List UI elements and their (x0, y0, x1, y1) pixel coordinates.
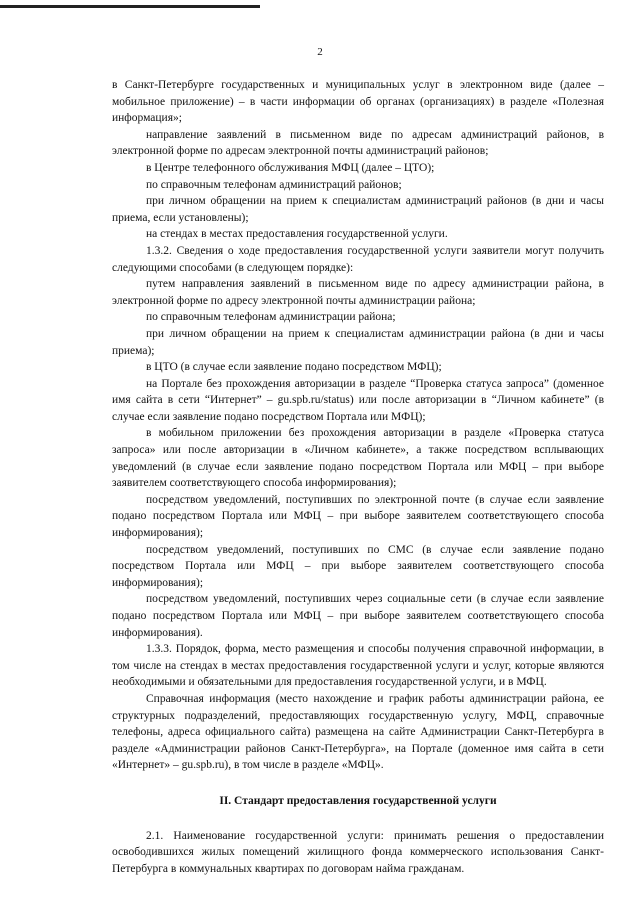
paragraph: на стендах в местах предоставления государственной услуги. (146, 228, 448, 241)
paragraph: в Санкт-Петербурге государственных и муниципальных услуг в электронном виде (далее – мобильное приложение) – в части информации об органах (организациях) в разделе «Полезная информация»; (112, 79, 604, 125)
page-number: 2 (317, 46, 323, 58)
paragraph: Справочная информация (место нахождение и график работы администрации района, ее структурных подразделений, предоставляющих государственную услугу, МФЦ, справочные телефоны, адреса официального сайта) размещена на сайте Администрации Санкт-Петербурга в разделе «Администрации районов Санкт-Петербурга», на Портале (доменное имя сайта в сети «Интернет» – gu.spb.ru), в том числе в разделе «МФЦ». (112, 692, 604, 772)
paragraph: посредством уведомлений, поступивших по электронной почте (в случае если заявление подано посредством Портала или МФЦ – при выборе заявителем соответствующего способа информирования); (112, 493, 604, 540)
paragraph: 2.1. Наименование государственной услуги: принимать решения о предоставлении освободившихся жилых помещений жилищного фонда коммерческого использования Санкт-Петербурга в коммунальных квартирах по договорам найма гражданам. (112, 829, 604, 875)
paragraphs-bottom (112, 828, 604, 878)
paragraph: при личном обращении на прием к специалистам администраций районов (в дни и часы приема, если установлены); (112, 195, 604, 224)
paragraph: в Центре телефонного обслуживания МФЦ (далее – ЦТО); (146, 161, 435, 174)
paragraph: по справочным телефонам администрации района; (146, 311, 396, 324)
paragraph: в ЦТО (в случае если заявление подано посредством МФЦ); (146, 361, 442, 374)
section-heading: II. Стандарт предоставления государственной услуги (219, 794, 497, 807)
paragraph: на Портале без прохождения авторизации в разделе “Проверка статуса запроса” (доменное имя сайта в сети “Интернет” – gu.spb.ru/status) или после авторизации в “Личном кабинете” (в случае если заявление подано посредством Портала или МФЦ); (112, 377, 604, 423)
paragraph: путем направления заявлений в письменном виде по адресу администрации района, в электронной форме по адресу электронной почты администрации района; (112, 278, 604, 307)
paragraph: 1.3.2. Сведения о ходе предоставления государственной услуги заявители могут получить следующими способами (в следующем порядке): (112, 244, 604, 274)
paragraph: 1.3.3. Порядок, форма, место размещения и способы получения справочной информации, в том числе на стендах в местах предоставления государственной услуги и услуг, которые являются необходимыми и обязательными для предоставления государственной услуги, и в МФЦ. (112, 643, 604, 689)
paragraphs-top (112, 77, 604, 774)
scan-artifact-line (0, 5, 260, 8)
paragraph: направление заявлений в письменном виде по адресам администраций районов, в электронной форме по адресам электронной почты администраций районов; (112, 128, 604, 158)
paragraph: посредством уведомлений, поступивших через социальные сети (в случае если заявление подано посредством Портала или МФЦ – при выборе заявителем соответствующего способа информирования). (112, 593, 604, 639)
paragraph: в мобильном приложении без прохождения авторизации в разделе «Проверка статуса запроса» или после авторизации в «Личном кабинете», а также посредством всплывающих уведомлений (в случае если заявление подано посредством Портала или МФЦ – при выборе заявителем соответствующего способа информирования); (112, 427, 604, 490)
paragraph: по справочным телефонам администраций районов; (146, 178, 402, 191)
paragraph: посредством уведомлений, поступивших по СМС (в случае если заявление подано посредством Портала или МФЦ – при выборе заявителем соответствующего способа информирования); (112, 543, 604, 589)
document-body (112, 77, 604, 877)
paragraph: при личном обращении на прием к специалистам администрации района (в дни и часы приема); (112, 327, 604, 357)
